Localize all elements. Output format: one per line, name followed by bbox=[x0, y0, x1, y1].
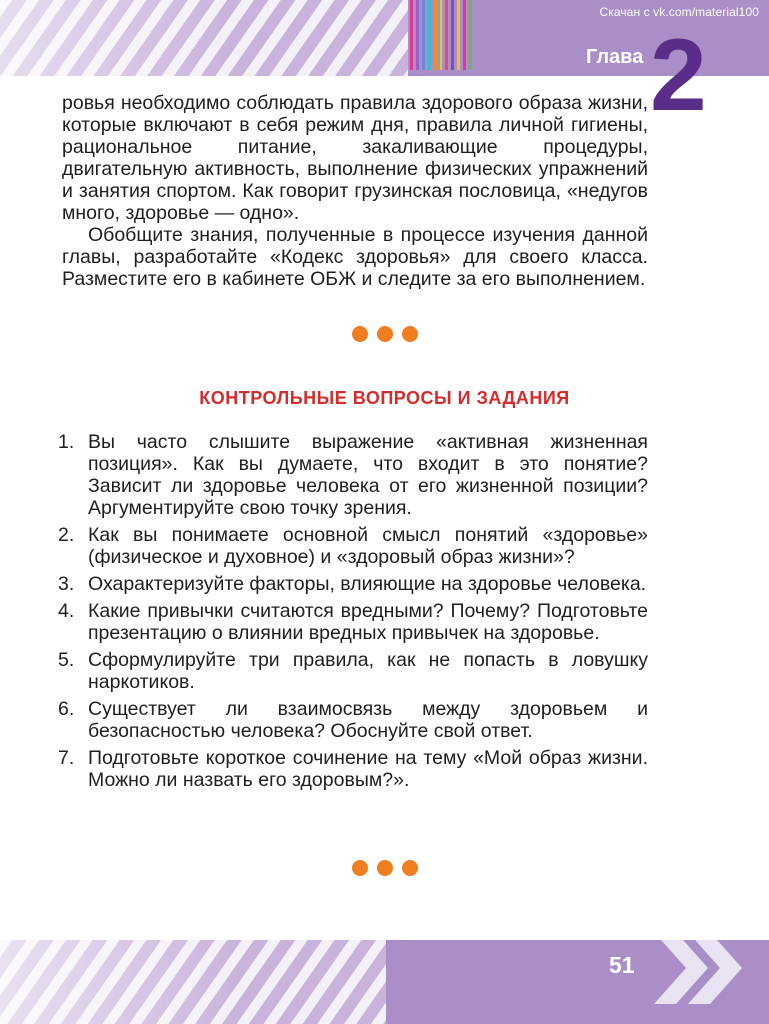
section-title: КОНТРОЛЬНЫЕ ВОПРОСЫ И ЗАДАНИЯ bbox=[199, 388, 570, 408]
section-divider-dots-bottom bbox=[0, 860, 769, 876]
chapter-number: 2 bbox=[650, 18, 707, 132]
body-text bbox=[62, 92, 648, 290]
section-divider-dots-top bbox=[0, 326, 769, 342]
questions-list bbox=[58, 431, 648, 796]
paragraph-1: ровья необходимо соблюдать правила здорового образа жизни, которые включают в себя режим дня, правила личной гигиены, рациональное питание, закаливающие процедуры, двигательную активность, выполнение физических упражнений и занятия спортом. Как говорит грузинская пословица, «недугов много, здоровье — одно». bbox=[62, 92, 648, 224]
question-text: Вы часто слышите выражение «активная жизненная позиция». Как вы думаете, что входит в это понятие? Зависит ли здоровье человека от его жизненной позиции? Аргументируйте свою точку зрения. bbox=[88, 431, 648, 519]
double-chevron-icon bbox=[650, 928, 750, 1008]
header-color-bar bbox=[451, 0, 454, 70]
divider-dot bbox=[352, 326, 368, 342]
header-color-bar bbox=[422, 0, 425, 70]
header-color-bar bbox=[410, 0, 413, 70]
question-item bbox=[58, 649, 648, 693]
header-color-bar bbox=[457, 0, 460, 70]
question-number: 2. bbox=[58, 524, 75, 546]
question-item bbox=[58, 573, 648, 595]
question-item bbox=[58, 600, 648, 644]
question-text: Как вы понимаете основной смысл понятий «здоровье» (физическое и духовное) и «здоровый образ жизни»? bbox=[88, 524, 648, 568]
question-item bbox=[58, 698, 648, 742]
header-color-bar bbox=[416, 0, 419, 70]
header-color-bar bbox=[434, 0, 437, 70]
header-color-bar bbox=[428, 0, 431, 70]
divider-dot bbox=[402, 326, 418, 342]
question-text: Сформулируйте три правила, как не попасть в ловушку наркотиков. bbox=[88, 649, 648, 693]
question-number: 3. bbox=[58, 573, 75, 595]
question-number: 5. bbox=[58, 649, 75, 671]
chapter-label: Глава bbox=[586, 46, 644, 68]
question-text: Какие привычки считаются вредными? Почему? Подготовьте презентацию о влиянии вредных привычек на здоровье. bbox=[88, 600, 648, 644]
question-item bbox=[58, 747, 648, 791]
paragraph-2: Обобщите знания, полученные в процессе изучения данной главы, разработайте «Кодекс здоровья» для своего класса. Разместите его в кабинете ОБЖ и следите за его выполнением. bbox=[62, 224, 648, 290]
question-item bbox=[58, 524, 648, 568]
footer-stripe-pattern bbox=[0, 940, 400, 1024]
header-stripe-pattern bbox=[0, 0, 420, 76]
question-text: Существует ли взаимосвязь между здоровьем и безопасностью человека? Обоснуйте свой ответ. bbox=[88, 698, 648, 742]
question-text: Охарактеризуйте факторы, влияющие на здоровье человека. bbox=[88, 573, 647, 595]
header-color-bar bbox=[469, 0, 472, 70]
header-color-bars bbox=[410, 0, 472, 70]
question-number: 6. bbox=[58, 698, 75, 720]
page-number: 51 bbox=[609, 952, 635, 978]
divider-dot bbox=[402, 860, 418, 876]
header-color-bar bbox=[440, 0, 443, 70]
watermark-text: Скачан с vk.com/material100 bbox=[599, 5, 759, 19]
question-text: Подготовьте короткое сочинение на тему «Мой образ жизни. Можно ли назвать его здоровым?». bbox=[88, 747, 648, 791]
divider-dot bbox=[377, 326, 393, 342]
header-color-bar bbox=[463, 0, 466, 70]
question-number: 4. bbox=[58, 600, 75, 622]
question-item bbox=[58, 431, 648, 519]
question-number: 1. bbox=[58, 431, 75, 453]
header-color-bar bbox=[445, 0, 448, 70]
question-number: 7. bbox=[58, 747, 75, 769]
divider-dot bbox=[352, 860, 368, 876]
divider-dot bbox=[377, 860, 393, 876]
